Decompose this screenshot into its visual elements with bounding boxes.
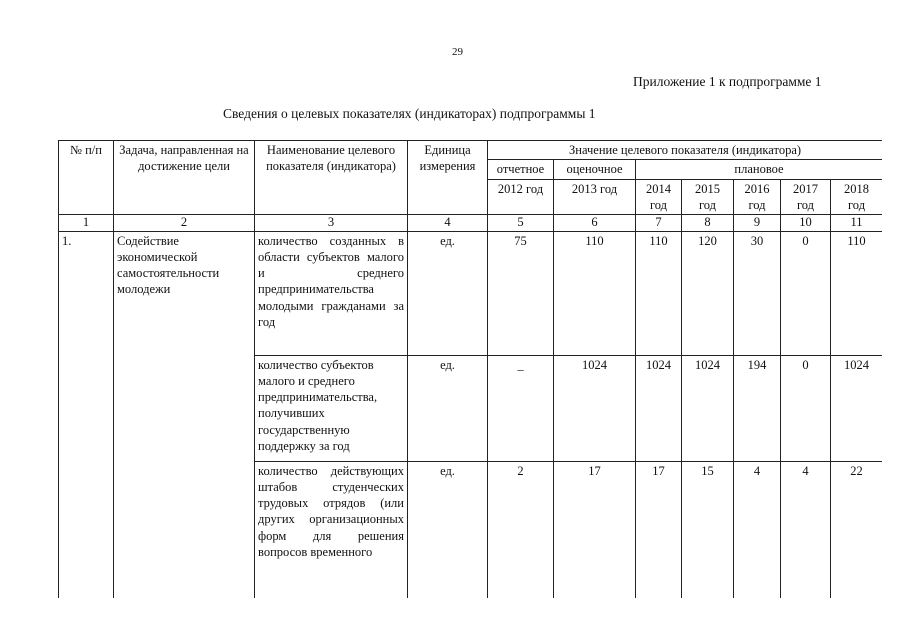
table-row xyxy=(59,231,883,355)
header-year-2015: 2015 год xyxy=(682,179,734,215)
value-2016: 194 xyxy=(734,355,781,461)
value-2017: 4 xyxy=(781,461,831,598)
column-number: 11 xyxy=(831,215,883,232)
value-2018: 110 xyxy=(831,231,883,355)
value-2015: 120 xyxy=(682,231,734,355)
value-2014: 110 xyxy=(636,231,682,355)
value-2016: 30 xyxy=(734,231,781,355)
value-2016: 4 xyxy=(734,461,781,598)
column-number: 8 xyxy=(682,215,734,232)
appendix-label: Приложение 1 к подпрограмме 1 xyxy=(633,74,822,89)
header-task: Задача, направленная на достижение цели xyxy=(114,141,255,215)
header-year-2013: 2013 год xyxy=(554,179,636,215)
value-2014: 17 xyxy=(636,461,682,598)
value-2015: 1024 xyxy=(682,355,734,461)
unit-cell: ед. xyxy=(408,461,488,598)
value-2017: 0 xyxy=(781,355,831,461)
value-2017: 0 xyxy=(781,231,831,355)
value-2012: 75 xyxy=(488,231,554,355)
header-year-2014: 2014 год xyxy=(636,179,682,215)
header-unit: Единица измерения xyxy=(408,141,488,215)
column-number: 2 xyxy=(114,215,255,232)
column-number: 5 xyxy=(488,215,554,232)
value-2013: 17 xyxy=(554,461,636,598)
value-2015: 15 xyxy=(682,461,734,598)
indicators-table-container xyxy=(58,140,882,598)
task-text: Содействие экономической самостоятельности молодежи xyxy=(114,231,255,598)
column-number: 3 xyxy=(255,215,408,232)
header-indicator: Наименование целевого показателя (индикатора) xyxy=(255,141,408,215)
value-2012: _ xyxy=(488,355,554,461)
column-number: 1 xyxy=(59,215,114,232)
header-year-2016: 2016 год xyxy=(734,179,781,215)
task-number: 1. xyxy=(59,231,114,598)
header-value: Значение целевого показателя (индикатора) xyxy=(488,141,883,160)
indicator-name: количество субъектов малого и среднего предпринимательства, получивших государственную поддержку за год xyxy=(255,355,408,461)
indicator-name: количество созданных в области субъектов малого и среднего предпринимательства молодыми гражданами за год xyxy=(255,231,408,355)
document-title: Сведения о целевых показателях (индикаторах) подпрограммы 1 xyxy=(223,106,596,121)
column-number: 4 xyxy=(408,215,488,232)
column-number: 7 xyxy=(636,215,682,232)
unit-cell: ед. xyxy=(408,355,488,461)
value-2013: 1024 xyxy=(554,355,636,461)
header-planned: плановое xyxy=(636,160,883,179)
indicator-name: количество действующих штабов студенческих трудовых отрядов (или других организационных форм для решения вопросов временного xyxy=(255,461,408,598)
column-number-row xyxy=(59,215,883,232)
header-year-2012: 2012 год xyxy=(488,179,554,215)
header-reported: отчетное xyxy=(488,160,554,179)
column-number: 9 xyxy=(734,215,781,232)
value-2018: 22 xyxy=(831,461,883,598)
value-2014: 1024 xyxy=(636,355,682,461)
header-row-1 xyxy=(59,141,883,160)
column-number: 6 xyxy=(554,215,636,232)
value-2012: 2 xyxy=(488,461,554,598)
page-number: 29 xyxy=(452,46,463,58)
indicators-table xyxy=(58,140,882,598)
unit-cell: ед. xyxy=(408,231,488,355)
header-estimated: оценочное xyxy=(554,160,636,179)
header-year-2017: 2017 год xyxy=(781,179,831,215)
column-number: 10 xyxy=(781,215,831,232)
value-2013: 110 xyxy=(554,231,636,355)
header-year-2018: 2018 год xyxy=(831,179,883,215)
value-2018: 1024 xyxy=(831,355,883,461)
header-num: № п/п xyxy=(59,141,114,215)
